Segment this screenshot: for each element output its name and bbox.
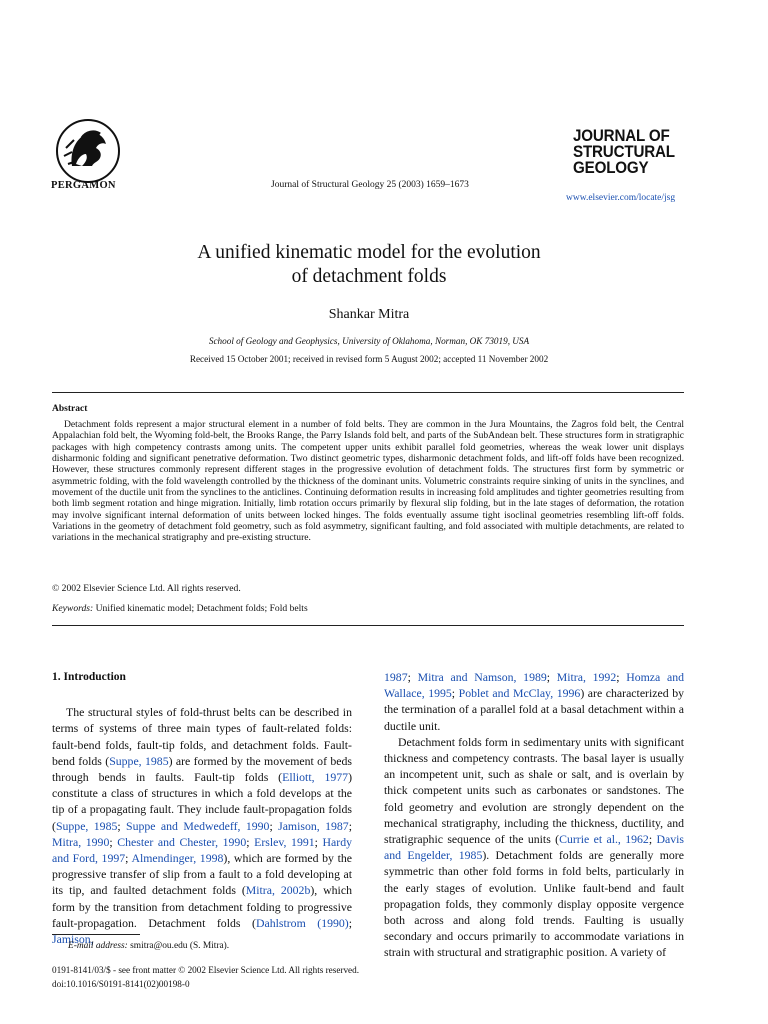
author-email-footnote [68, 941, 229, 951]
intro-paragraph [52, 704, 352, 947]
citation-link[interactable]: Elliott, 1977 [282, 770, 349, 785]
paragraph-text: ; [125, 851, 132, 866]
paragraph-text: ; [117, 818, 127, 833]
journal-url-link[interactable]: www.elsevier.com/locate/jsg [566, 193, 676, 203]
citation-link[interactable]: Currie et al., 1962 [559, 832, 649, 847]
paragraph-text: ), which are formed by the progressive transfer of slip from a fault to a fold developing at its tip, and faulted detachment folds ( [52, 851, 353, 898]
keywords-label: Keywords: [52, 603, 94, 614]
citation-link[interactable]: Jamison, 1987 [278, 818, 349, 833]
journal-name-line: JOURNAL OF [573, 127, 670, 145]
body-column-right [384, 669, 684, 961]
abstract-heading: Abstract [52, 404, 88, 414]
citation-link[interactable]: Erslev, 1991 [254, 834, 315, 849]
citation-link[interactable]: 1987 [384, 670, 408, 684]
citation-link[interactable]: Suppe and Medwedeff, 1990 [126, 818, 270, 833]
article-title [100, 241, 638, 289]
author-name: Shankar Mitra [328, 307, 410, 322]
citation-link[interactable]: Mitra and Namson, 1989 [417, 670, 547, 684]
paragraph-text: Detachment folds form in sedimentary units with significant thickness and competency contrasts. The basal layer is usually an incompetent unit, such as shale or salt, and is overlain by thick competent units such as carbonates or sandstones. The fold geometry and evolution are strongly dependent on the mechanical stratigraphy, including the thickness, ductility, and stratigraphic sequence of the units ( [384, 734, 684, 847]
abstract-copyright: © 2002 Elsevier Science Ltd. All rights reserved. [52, 583, 241, 594]
issn-line: 0191-8141/03/$ - see front matter © 2002 Elsevier Science Ltd. All rights reserved. [52, 965, 360, 975]
citation-link[interactable]: Suppe, 1985 [109, 753, 169, 768]
email-value[interactable]: smitra@ou.edu (S. Mitra). [130, 941, 230, 951]
paragraph-text: ). Detachment folds are generally more symmetric than other fold forms in fold belts, particularly in the early stages of evolution. Unlike fault-bend and fault propagation folds, they commonly display opposite vergence both across and along fold trends. Faulting is usually secondary and occurs primarily to accommodate variations in strain with structural and stratigraphic position. A variety of [384, 848, 684, 960]
citation-link[interactable]: Hardy and Ford, 1997 [52, 834, 353, 866]
journal-name-line: GEOLOGY [573, 159, 649, 177]
paragraph-text: ; [407, 670, 418, 684]
title-line: A unified kinematic model for the evolution [197, 242, 541, 263]
paragraph-text: ) are formed by the movement of beds through bends in faults. Fault-tip folds ( [52, 753, 352, 785]
doi-line[interactable]: doi:10.1016/S0191-8141(02)00198-0 [52, 979, 190, 989]
citation-link[interactable]: Suppe, 1985 [55, 818, 118, 833]
abstract-text: Detachment folds represent a major structural element in a number of fold belts. They are common in the Jura Mountains, the Zagros fold belt, the Central Appalachian fold belt, the Wyoming fold-belt, the Brooks Range, the Parry Islands fold belt, and parts of the SubAndean belt. These structures form in stratigraphic packages with high competency contrasts among units. The competent upper units exhibit parallel fold geometries, whereas the weak lower unit displays disharmonic folding and significant penetrative deformation. Two distinct geometric types, disharmonic detachment folds, and lift-off folds have been recognized. However, these structures commonly represent different stages in the progressive evolution of detachment folds. The structures first form by symmetric or asymmetric folding, with the fold wavelength controlled by the thickness of the dominant units. Volumetric constraints require sinking of units in the synclines, and movement of the ductile unit from the synclines to the anticlines. Continuing deformation results in increasing fold amplitudes and tighter geometries resulting from both limb segment rotation and hinge migration. Initially, limb rotation occurs primarily by flexural slip folding, but in the late stages of deformation, the rotation may involve significant internal deformation of units between locked hinges. The folds eventually assume tight isoclinal geometries resembling lift-off folds. Variations in the geometry of detachment fold geometry, such as fold asymmetry, significant faulting, and fold associated with multiple detachments, are related to variations in the mechanical stratigraphy and pre-existing structure. [52, 419, 684, 544]
citation-link[interactable]: Almendinger, 1998 [131, 851, 224, 866]
divider-top [52, 392, 684, 393]
title-line: of detachment folds [291, 266, 447, 287]
paragraph-text: The structural styles of fold-thrust belts can be described in terms of systems of three main types of fault-related folds: fault-bend folds, fault-tip folds, and detachment folds. Fault-bend folds ( [52, 705, 352, 768]
paragraph-text: ) constitute a class of structures in which a fold develops at the tip of a propagating fault. They include fault-propagation folds ( [52, 770, 352, 833]
journal-name-logo [573, 128, 675, 176]
paragraph-text: ; [109, 834, 118, 849]
received-dates: Received 15 October 2001; received in revised form 5 August 2002; accepted 11 November 2002 [189, 354, 549, 364]
body-column-left [52, 669, 352, 947]
citation-link[interactable]: Jamison, [52, 932, 94, 947]
paragraph-text: ), which form by the transition from detachment folding to progressive fault-propagation. Detachment folds ( [52, 883, 352, 930]
paragraph-text: ) are characterized by the termination of a parallel fold at a basal detachment within a ductile unit. [384, 686, 684, 733]
journal-name-line: STRUCTURAL [573, 143, 675, 161]
publisher-name: PERGAMON [51, 180, 116, 191]
journal-citation: Journal of Structural Geology 25 (2003) 1659–1673 [271, 180, 469, 190]
intro-paragraph-continued [384, 669, 684, 734]
author-affiliation: School of Geology and Geophysics, University of Oklahoma, Norman, OK 73019, USA [208, 336, 530, 346]
citation-link[interactable]: Mitra, 2002b [245, 883, 311, 898]
citation-link[interactable]: Chester and Chester, 1990 [117, 834, 247, 849]
citation-link[interactable]: Dahlstrom (1990) [255, 915, 349, 930]
citation-link[interactable]: Mitra, 1992 [556, 670, 617, 684]
keywords-line [52, 603, 308, 614]
section-heading: 1. Introduction [52, 671, 126, 683]
divider-abstract [52, 625, 684, 626]
keywords-list: Unified kinematic model; Detachment folds; Fold belts [95, 603, 308, 614]
citation-link[interactable]: Poblet and McClay, 1996 [458, 686, 581, 701]
citation-link[interactable]: Davis and Engelder, 1985 [384, 832, 684, 863]
citation-link[interactable]: Mitra, 1990 [52, 834, 110, 849]
paragraph-text: ; [451, 686, 459, 701]
paragraph-text: ; [348, 915, 352, 930]
publisher-logo-icon [52, 118, 124, 184]
paragraph-text: ; [246, 834, 255, 849]
paragraph-text: ; [269, 818, 279, 833]
paragraph-text: ; [616, 670, 627, 684]
paragraph-text: ; [546, 670, 557, 684]
paragraph-text: ; [314, 834, 323, 849]
detachment-paragraph [384, 734, 684, 961]
citation-link[interactable]: Homza and Wallace, 1995 [384, 670, 684, 701]
email-label: E-mail address: [68, 941, 128, 951]
paragraph-text: ; [348, 818, 352, 833]
paragraph-text: ; [648, 832, 657, 847]
footnote-divider [52, 934, 140, 935]
